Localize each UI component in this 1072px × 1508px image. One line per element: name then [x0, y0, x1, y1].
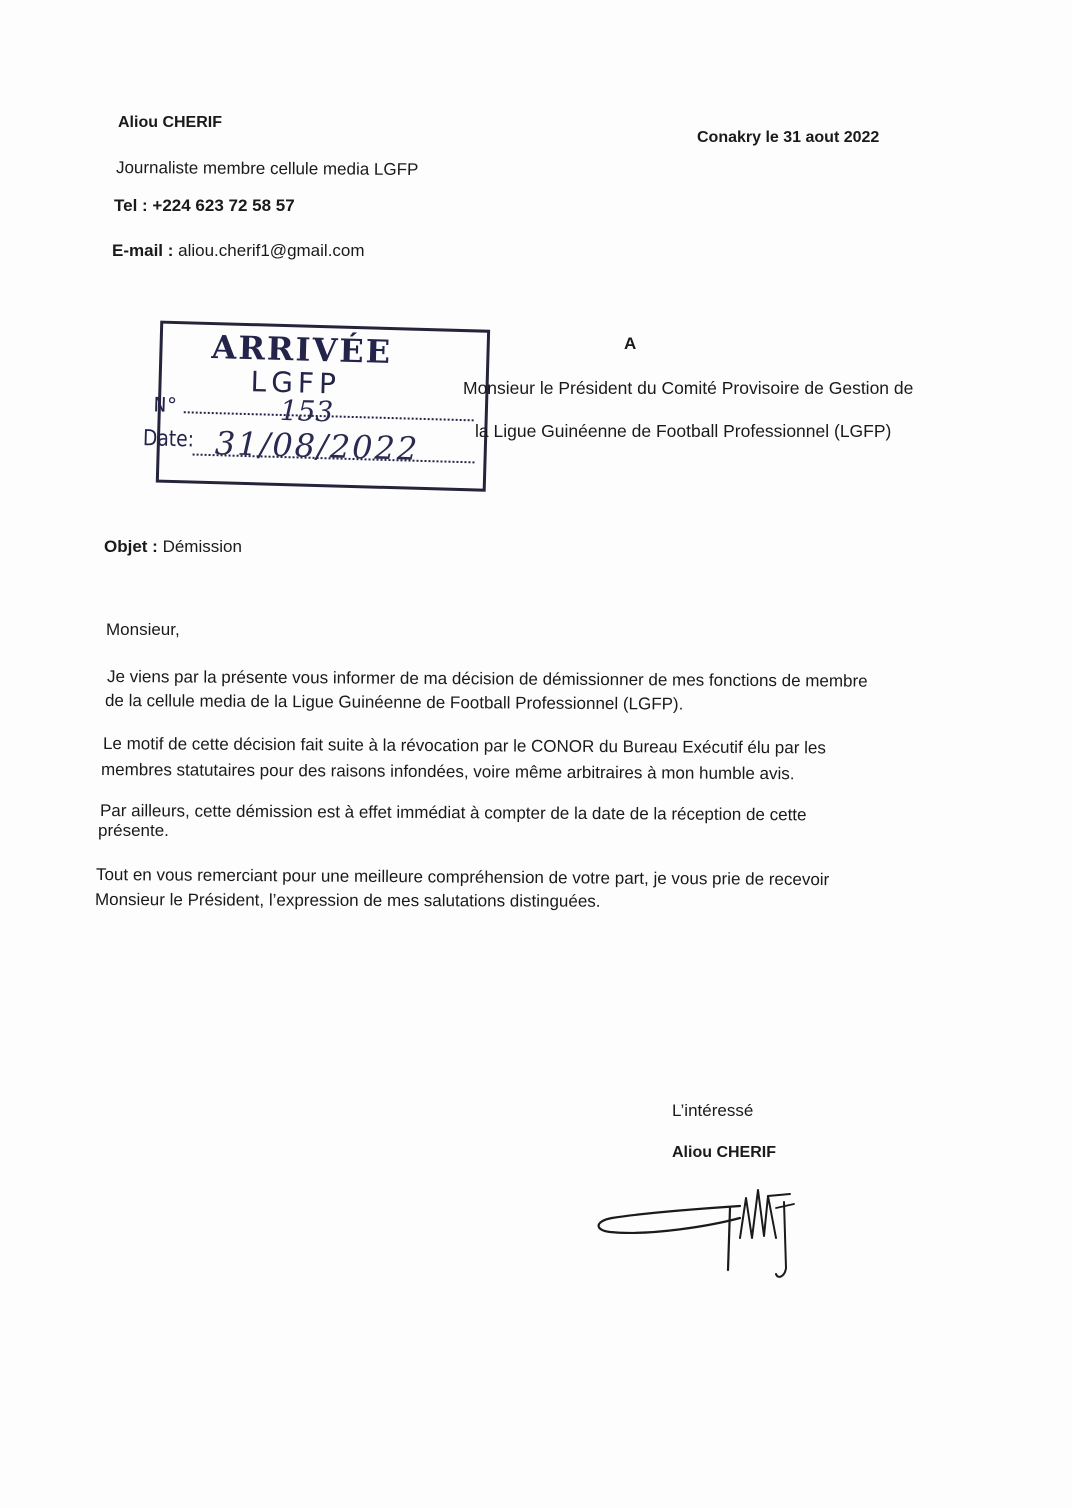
paragraph-3-line-2: présente.	[98, 821, 169, 840]
sender-email-label: E-mail :	[112, 241, 174, 260]
place-date: Conakry le 31 aout 2022	[697, 129, 880, 146]
stamp-date-value: 31/08/2022	[214, 424, 420, 468]
closing-name: Aliou CHERIF	[672, 1144, 776, 1161]
sender-email-value: aliou.cherif1@gmail.com	[178, 241, 365, 260]
stamp-title: ARRIVÉE	[211, 328, 393, 372]
paragraph-4-line-2: Monsieur le Président, l’expression de mes salutations distinguées.	[94, 890, 601, 911]
sender-name: Aliou CHERIF	[118, 114, 222, 131]
recipient-line-1: Monsieur le Président du Comité Provisoire de Gestion de	[463, 378, 914, 398]
paragraph-4-line-1: Tout en vous remerciant pour une meilleure compréhension de votre part, je vous prie de recevoir	[95, 865, 830, 890]
object-label: Objet :	[104, 537, 158, 556]
sender-tel: Tel : +224 623 72 58 57	[114, 196, 295, 215]
sender-role: Journaliste membre cellule media LGFP	[115, 157, 419, 180]
paragraph-3-line-1: Par ailleurs, cette démission est à effet immédiat à compter de la date de la réception de cette	[99, 801, 807, 825]
stamp-subtitle: LGFP	[250, 365, 342, 401]
arrival-stamp	[142, 320, 488, 489]
stamp-number-value: 153	[279, 393, 334, 429]
recipient-line-2: la Ligue Guinéenne de Football Professionnel (LGFP)	[475, 421, 892, 441]
signature-icon	[590, 1178, 820, 1288]
recipient-a: A	[624, 334, 637, 353]
paragraph-1-line-1: Je viens par la présente vous informer de ma décision de démissionner de mes fonctions de membre	[106, 667, 868, 691]
closing-label: L’intéressé	[672, 1101, 754, 1120]
object-value: Démission	[162, 537, 242, 556]
paragraph-2-line-1: Le motif de cette décision fait suite à la révocation par le CONOR du Bureau Exécutif élu par les	[102, 734, 826, 758]
stamp-number-label: N°	[153, 392, 179, 418]
paragraph-1-line-2: de la cellule media de la Ligue Guinéenne de Football Professionnel (LGFP).	[104, 691, 684, 714]
paragraph-2-line-2: membres statutaires pour des raisons infondées, voire même arbitraires à mon humble avis.	[100, 760, 795, 784]
salutation: Monsieur,	[106, 620, 180, 639]
stamp-date-label: Date:	[142, 426, 195, 453]
object-line	[104, 536, 242, 558]
sender-email	[112, 240, 365, 262]
